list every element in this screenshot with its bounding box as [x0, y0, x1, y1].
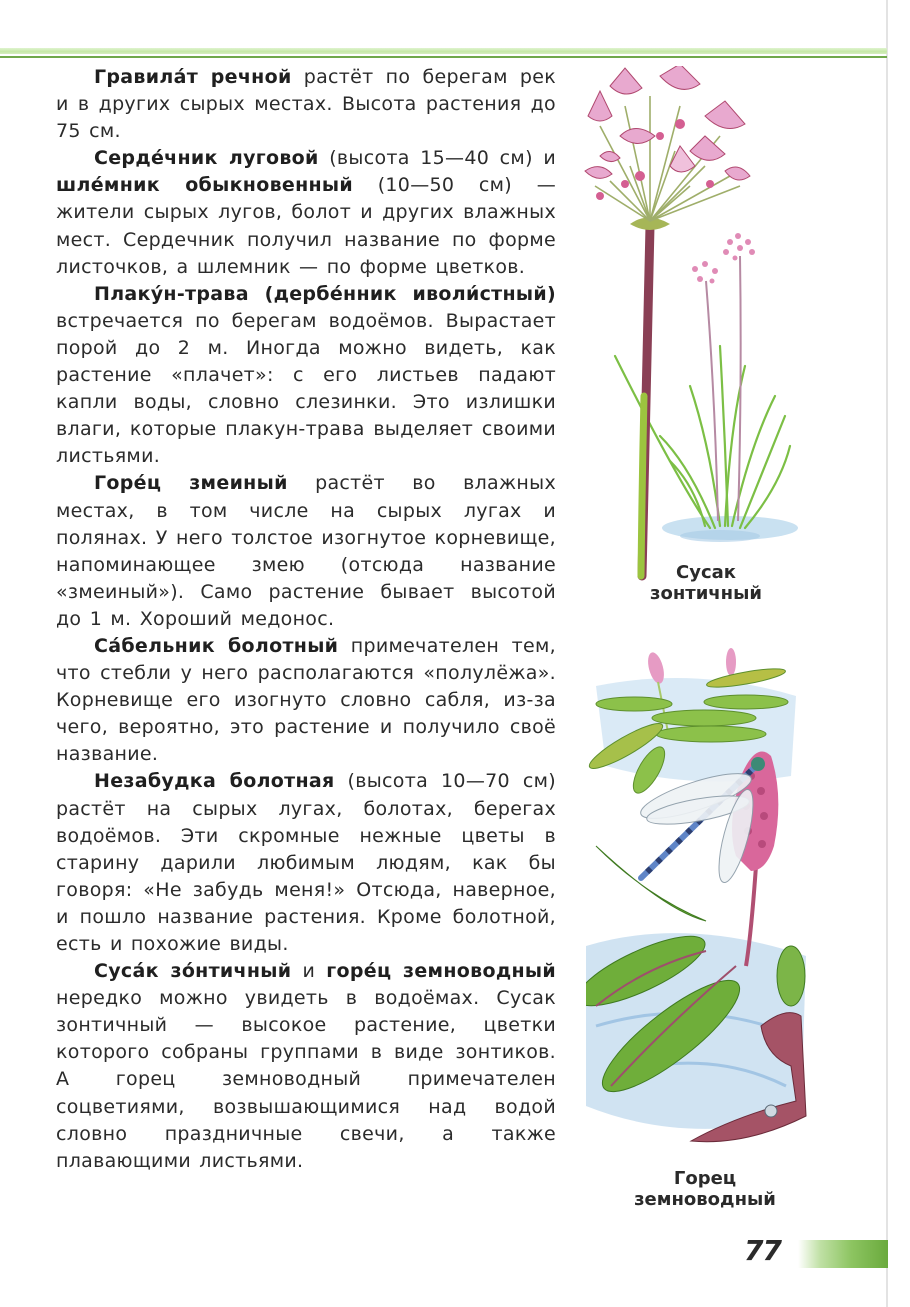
term-shlemnik: шле́мник обыкновенный [56, 174, 354, 197]
paragraph-text: и [291, 960, 327, 983]
paragraph-text: (10—50 см) — жители сырых лугов, болот и других влажных мест. Сердечник получил название по форме листочков, а шлемник — по форме цветков. [56, 174, 556, 278]
term-gorets-zmeiny: Горе́ц змеиный [94, 472, 288, 495]
paragraph-gorets-zmeiny [56, 470, 556, 633]
term-gorets-zemnovodny: горе́ц земноводный [326, 960, 556, 983]
paragraph-plakun [56, 281, 556, 471]
term-susak: Суса́к зо́нтичный [94, 960, 292, 983]
caption-line: зонтичный [650, 583, 762, 604]
caption-line: земноводный [634, 1189, 776, 1210]
body-text [56, 64, 556, 1175]
term-plakun: Плаку́н-трава (дербе́нник иволи́стный) [94, 282, 556, 305]
paragraph-serdechnik [56, 145, 556, 280]
top-rule-band [0, 48, 887, 54]
term-serdechnik: Серде́чник луговой [94, 147, 319, 170]
paragraph-text: нередко можно увидеть в водоёмах. Сусак зонтичный — высокое растение, цветки которого собраны группами в виде зонтиков. А горец земноводный примечателен соцветиями, возвышающимися над водой словно праздничные свечи, а также плавающими листьями. [56, 987, 556, 1172]
term-nezabudka: Незабудка болотная [94, 770, 335, 793]
amphibious-bistort-illustration [586, 646, 808, 1152]
flowering-rush-illustration [580, 66, 800, 586]
paragraph-text: встречается по берегам водоёмов. Вырастает порой до 2 м. Иногда можно видеть, как растение «плачет»: с его листьев падают капли воды, словно слезинки. Это излишки влаги, которые плакун-трава выделяет своими листьями. [56, 309, 556, 468]
top-decorative-rule [0, 48, 887, 60]
term-sabelnik: Са́бельник болотный [94, 634, 339, 657]
paragraph-text: примечателен тем, что стебли у него располагаются «полулёжа». Корневище его изогнуто словно сабля, из-за чего, вероятно, это растение и получило своё название. [56, 634, 556, 766]
paragraph-text: растёт во влажных местах, в том числе на сырых лугах и полянах. У него толстое изогнутое корневище, напоминающее змею (отсюда название «змеиный»). Само растение бывает высотой до 1 м. Хороший медонос. [56, 472, 556, 630]
paragraph-gravilat [56, 64, 556, 145]
page-number-accent-bar [798, 1240, 888, 1268]
page-number: 77 [744, 1234, 781, 1267]
paragraph-text: (высота 15—40 см) и [318, 147, 556, 170]
top-rule-line [0, 56, 887, 58]
paragraph-text: растёт по берегам рек и в других сырых местах. Высота растения до 75 см. [56, 66, 556, 143]
caption-gorets [620, 1168, 790, 1210]
caption-susak [636, 562, 776, 604]
caption-line: Горец [673, 1168, 737, 1189]
term-gravilat: Гравила́т речной [94, 66, 292, 88]
paragraph-susak [56, 958, 556, 1175]
page-edge [886, 0, 888, 1307]
paragraph-sabelnik [56, 633, 556, 768]
paragraph-text: (высота 10—70 см) растёт на сырых лугах, болотах, берегах водоёмов. Эти скромные нежные цветы в старину дарили любимым людям, как бы говоря: «Не забудь меня!» Отсюда, наверное, и пошло название растения. Кроме болотной, есть и похожие виды. [56, 770, 557, 955]
caption-line: Сусак [676, 562, 736, 583]
paragraph-nezabudka [56, 768, 556, 958]
